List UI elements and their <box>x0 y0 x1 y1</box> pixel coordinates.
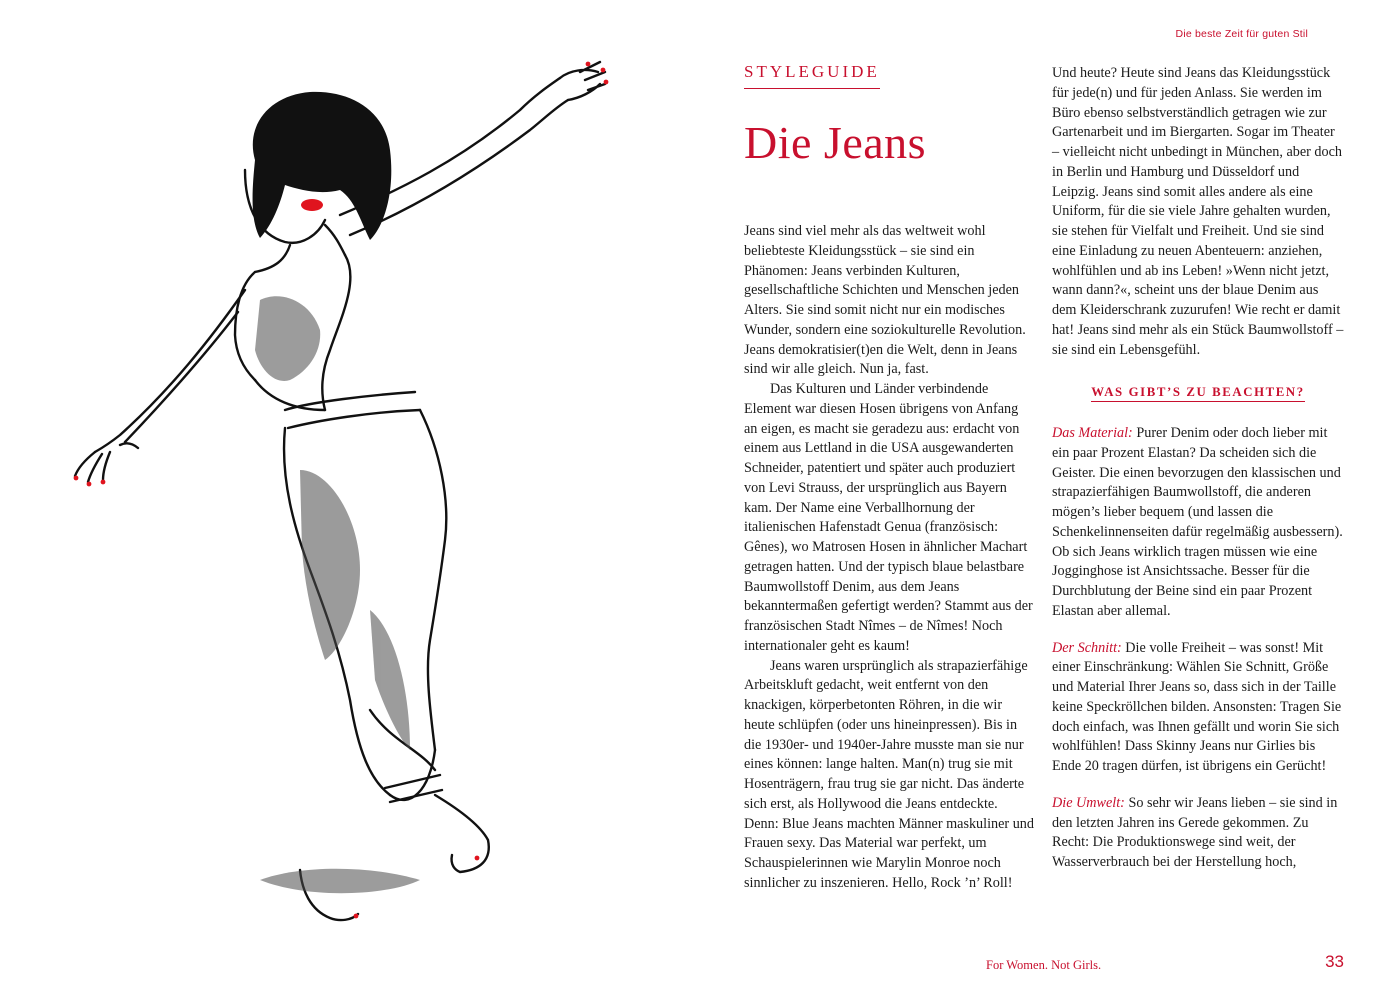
subheading-text: WAS GIBT’S ZU BEACHTEN? <box>1091 385 1305 402</box>
tip-paragraph <box>1052 639 1344 777</box>
footer-book-title: For Women. Not Girls. <box>986 958 1102 972</box>
hair <box>253 92 392 240</box>
tip-label: Der Schnitt: <box>1052 639 1122 656</box>
paragraph: Das Kulturen und Länder verbindende Element war diesen Hosen übrigens von Anfang an eigen, es macht sie geradezu aus: erdacht von einem aus Lettland in die USA ausgewanderten Schneider, patentiert und später auch produziert von Levi Strauss, der ursprünglich aus Bayern kam. Der Name eine Verballhornung der italienischen Hafenstadt Genua (französisch: Gênes), wo Matrosen Hosen in ähnlicher Machart getragen hatten. Und der typisch blaue belastbare Baumwollstoff Denim, aus dem Jeans bekanntermaßen gefertigt werden? Stammt aus der französischen Stadt Nîmes – de Nîmes! Noch internationaler geht es kaum! <box>744 381 1033 654</box>
article-title: Die Jeans <box>744 117 927 168</box>
paragraph: Und heute? Heute sind Jeans das Kleidungsstück für jede(n) und für jeden Anlass. Sie werden im Büro ebenso selbstverständlich getragen wie zur Gartenarbeit und im Biergarten. Sogar im Theater – vielleicht nicht unbedingt in München, aber doch in Berlin und Hamburg und Düsseldorf und Leipzig. Jeans sind somit alles andere als eine Uniform, für die sie viele Jahre gehalten wurden, sie stehen für Vielfalt und Freiheit. Und sie sind eine Einladung zu neuen Abenteuern: anziehen, wohlfühlen und ab ins Leben! »Wenn nicht jetzt, wann dann?«, scheint uns der blaue Denim aus dem Kleiderschrank zuzurufen! Wie recht er damit hat! Jeans sind mehr als ein Stück Baumwollstoff – sie sind ein Lebensgefühl. <box>1052 65 1344 358</box>
tip-text: Die volle Freiheit – was sonst! Mit einer Einschränkung: Wählen Sie Schnitt, Größe und Material Ihrer Jeans so, dass sich in der Taille keine Speckröllchen bilden. Ansonsten: Tragen Sie doch einfach, was Ihnen gefällt und worin Sie sich wohlfühlen! Dass Skinny Jeans nur Girlies bis Ende 20 tragen dürfen, ist übrigens ein Gerücht! <box>1052 639 1342 774</box>
text-column-right <box>1052 64 1344 873</box>
section-kicker: STYLEGUIDE <box>744 62 880 89</box>
woman-in-jeans-illustration <box>40 50 680 950</box>
tip-text: Purer Denim oder doch lieber mit ein paar Prozent Elastan? Da scheiden sich die Geister. Die einen bevorzugen den klassischen und strapazierfähigen Baumwollstoff, die anderen mögen’s lieber bequem (und lassen die Schenkelinnenseiten dafür regelmäßig ausbessern). Ob sich Jeans wirklich tragen müssen wie eine Jogginghose ist Ansichtssache. Besser für die Durchblutung der Beine sind ein paar Prozent Elastan aber allemal. <box>1052 425 1343 619</box>
lips <box>301 199 323 211</box>
tip-label: Das Material: <box>1052 425 1133 441</box>
tip-paragraph <box>1052 424 1344 622</box>
paragraph: Jeans sind viel mehr als das weltweit wohl beliebteste Kleidungsstück – sie sind ein Phänomen: Jeans verbinden Kulturen, gesellschaftliche Schichten und Menschen jeden Alters. Sie sind somit nicht nur ein modisches Wunder, sondern eine soziokulturelle Revolution. Jeans demokratisier(t)en die Welt, denn in Jeans sind wir alle gleich. Nun ja, fast. <box>744 223 1026 378</box>
text-column-left <box>744 222 1034 894</box>
tip-paragraph <box>1052 794 1344 873</box>
paragraph: Jeans waren ursprünglich als strapazierfähige Arbeitskluft gedacht, weit entfernt von den knackigen, körperbetonten Röhren, in die wir heute schlüpfen (oder uns hineinpressen). Bis in die 1930er- und 1940er-Jahre musste man sie nur eines können: lange halten. Man(n) trug sie mit Hosenträgern, frau trug sie gar nicht. Das änderte sich erst, als Hollywood die Jeans entdeckte. Denn: Blue Jeans machten Männer maskuliner und Frauen sexy. Das Material war perfekt, um Schauspielerinnen wie Marylin Monroe noch sinnlicher zu inszenieren. Hello, Rock ’n’ Roll! <box>744 657 1034 891</box>
tip-text: So sehr wir Jeans lieben – sie sind in den letzten Jahren ins Gerede gekommen. Zu Recht: Die Produktionswege sind weit, der Wasserverbrauch bei der Herstellung hoch, <box>1052 794 1338 870</box>
tip-label: Die Umwelt: <box>1052 794 1125 811</box>
running-header: Die beste Zeit für guten Stil <box>1175 28 1308 40</box>
page-number: 33 <box>1325 952 1344 971</box>
subheading <box>1052 383 1344 403</box>
